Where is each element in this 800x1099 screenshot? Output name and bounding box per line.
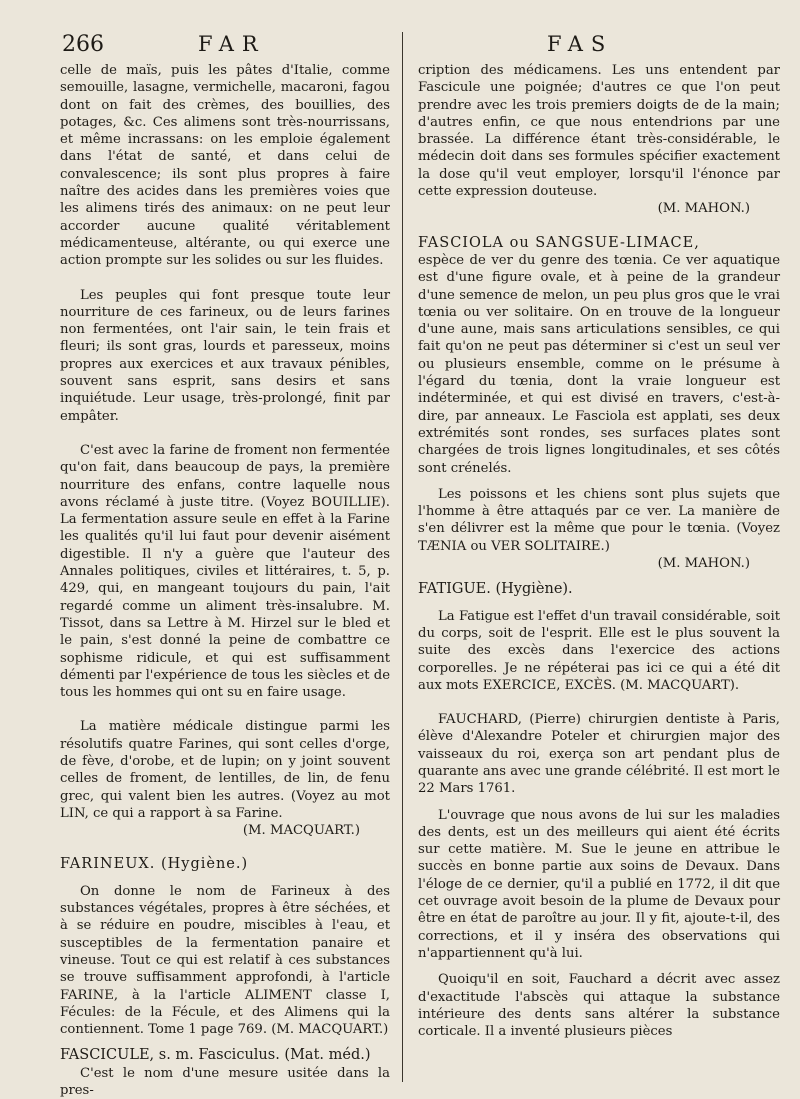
paragraph: celle de maïs, puis les pâtes d'Italie, comme semouille, lasagne, vermichelle, macaroni, fagou dont on fait des crèmes, des bouillies, des potages, &c. Ces alimens sont très-nourrissans, et même incrassans: on les emploie également dans l'état de santé, et dans celui de convalescence; ils sont plus propres à faire naître des acides dans les premières voies que les alimens tirés des animaux: on ne peut leur accorder aucune qualité véritablement médicamenteuse, altérante, ou qui exerce une action prompte sur les solides ou sur les fluides. xyxy=(60,63,390,269)
paragraph: Les peuples qui font presque toute leur nourriture de ces farineux, ou de leurs farines non fermentées, ont l'air sain, le tein frais et fleuri; ils sont gras, lourds et paresseux, moins propres aux exercices et aux travaux pénibles, souvent sans esprit, sans desirs et sans inquiétude. Leur usage, très-prolongé, finit par empâter. xyxy=(60,287,390,424)
entry-heading-fasciola: FASCIOLA ou SANGSUE-LIMACE, xyxy=(418,234,700,251)
page-header xyxy=(0,30,800,60)
paragraph: espèce de ver du genre des tœnia. Ce ver aquatique est d'une figure ovale, et à peine de la grandeur d'une semence de melon, un peu plus gros que le vrai tœnia ou ver solitaire. On en trouve de la longueur d'une aune, mais sans articulations sensibles, ce qui fait qu'on ne peut pas déterminer si c'est un seul ver ou plusieurs ensemble, comme on le présume à l'égard du tœnia, dont la vraie longueur est indéterminée, et qui est divisé en travers, c'est-à-dire, par anneaux. Le Fasciola est applati, ses deux extrémités sont rondes, ses surfaces plates sont chargées de trois lignes longitudinales, et ses côtés sont crénelés. xyxy=(418,252,780,476)
entry-heading-fascicule: FASCICULE, s. m. Fasciculus. (Mat. méd.) xyxy=(60,1047,371,1064)
paragraph: Quoiqu'il en soit, Fauchard a décrit avec assez d'exactitude l'abscès qui attaque la substance intérieure des dents sans altérer la substance corticale. Il a inventé plusieurs pièces xyxy=(418,972,780,1040)
running-head-left: FAR xyxy=(198,32,266,56)
page-number: 266 xyxy=(62,32,104,57)
author-signature: (M. MAHON.) xyxy=(657,201,750,217)
column-divider xyxy=(402,32,403,1082)
right-column xyxy=(418,62,780,1040)
author-signature: (M. MAHON.) xyxy=(657,556,750,572)
paragraph: C'est le nom d'une mesure usitée dans la pres- xyxy=(60,1065,390,1099)
entry-heading-fatigue: FATIGUE. (Hygiène). xyxy=(418,581,573,598)
paragraph: C'est avec la farine de froment non fermentée qu'on fait, dans beaucoup de pays, la première nourriture des enfans, contre laquelle nous avons réclamé à juste titre. (Voyez BOUILLIE). La fermentation assure seule en effet à la Farine les qualités qu'il lui faut pour devenir aisément digestible. Il n'y a guère que l'auteur des Annales politiques, civiles et littéraires, t. 5, p. 429, qui, en mangeant toujours du pain, l'ait regardé comme un aliment très-insalubre. M. Tissot, dans sa Lettre à M. Hirzel sur le bled et le pain, s'est donné la peine de combattre ce sophisme ridicule, et qui est suffisamment démenti par l'expérience de tous les siècles et de tous les hommes qui ont su en faire usage. xyxy=(60,442,390,701)
entry-heading-farineux: FARINEUX. (Hygiène.) xyxy=(60,856,249,873)
paragraph: On donne le nom de Farineux à des substances végétales, propres à être séchées, et à se réduire en poudre, miscibles à l'eau, et susceptibles de la fermentation panaire et vineuse. Tout ce qui est relatif à ces substances se trouve suffisamment approfondi, à l'article FARINE, à la l'article ALIMENT classe I, Fécules: de la Fécule, et des Alimens qui la contiennent. Tome 1 page 769. (M. MACQUART.) xyxy=(60,883,390,1038)
paragraph: La Fatigue est l'effet d'un travail considérable, soit du corps, soit de l'esprit. Elle est le plus souvent la suite des excès dans l'exercice des actions corporelles. Je ne répéterai pas ici ce qui a été dit aux mots EXERCICE, EXCÈS. (M. MACQUART). xyxy=(418,608,780,693)
left-column xyxy=(60,62,390,1099)
paragraph: cription des médicamens. Les uns entendent par Fascicule une poignée; d'autres ce que l'on peut prendre avec les trois premiers doigts de de la main; d'autres enfin, ce que nous entendrions par une brassée. La différence étant très-considérable, le médecin doit dans ses formules spécifier exactement la dose qu'il veut employer, lorsqu'il l'énonce par cette expression douteuse. xyxy=(418,63,780,200)
author-signature: (M. MACQUART.) xyxy=(242,823,360,839)
paragraph: L'ouvrage que nous avons de lui sur les maladies des dents, est un des meilleurs qui aient été écrits sur cette matière. M. Sue le jeune en attribue le succès en bonne partie aux soins de Devaux. Dans l'éloge de ce dernier, qu'il a publié en 1772, il dit que cet ouvrage avoit besoin de la plume de Devaux pour être en état de paroître au jour. Il y fit, ajoute-t-il, des corrections, et il y inséra des observations qui n'appartiennent qu'à lui. xyxy=(418,807,780,961)
paragraph: Les poissons et les chiens sont plus sujets que l'homme à être attaqués par ce ver. La manière de s'en délivrer est la même que pour le tœnia. (Voyez TÆNIA ou VER SOLITAIRE.) xyxy=(418,486,780,554)
paragraph: FAUCHARD, (Pierre) chirurgien dentiste à Paris, élève d'Alexandre Poteler et chirurgien major des vaisseaux du roi, exerça son art pendant plus de quarante ans avec une grande célébrité. Il est mort le 22 Mars 1761. xyxy=(418,712,780,797)
running-head-right: FAS xyxy=(547,32,614,56)
paragraph: La matière médicale distingue parmi les résolutifs quatre Farines, qui sont celles d'orge, de fève, d'orobe, et de lupin; on y joint souvent celles de froment, de lentilles, de lin, de fenu grec, qui valent bien les autres. (Voyez au mot LIN, ce qui a rapport à sa Farine. xyxy=(60,719,390,821)
